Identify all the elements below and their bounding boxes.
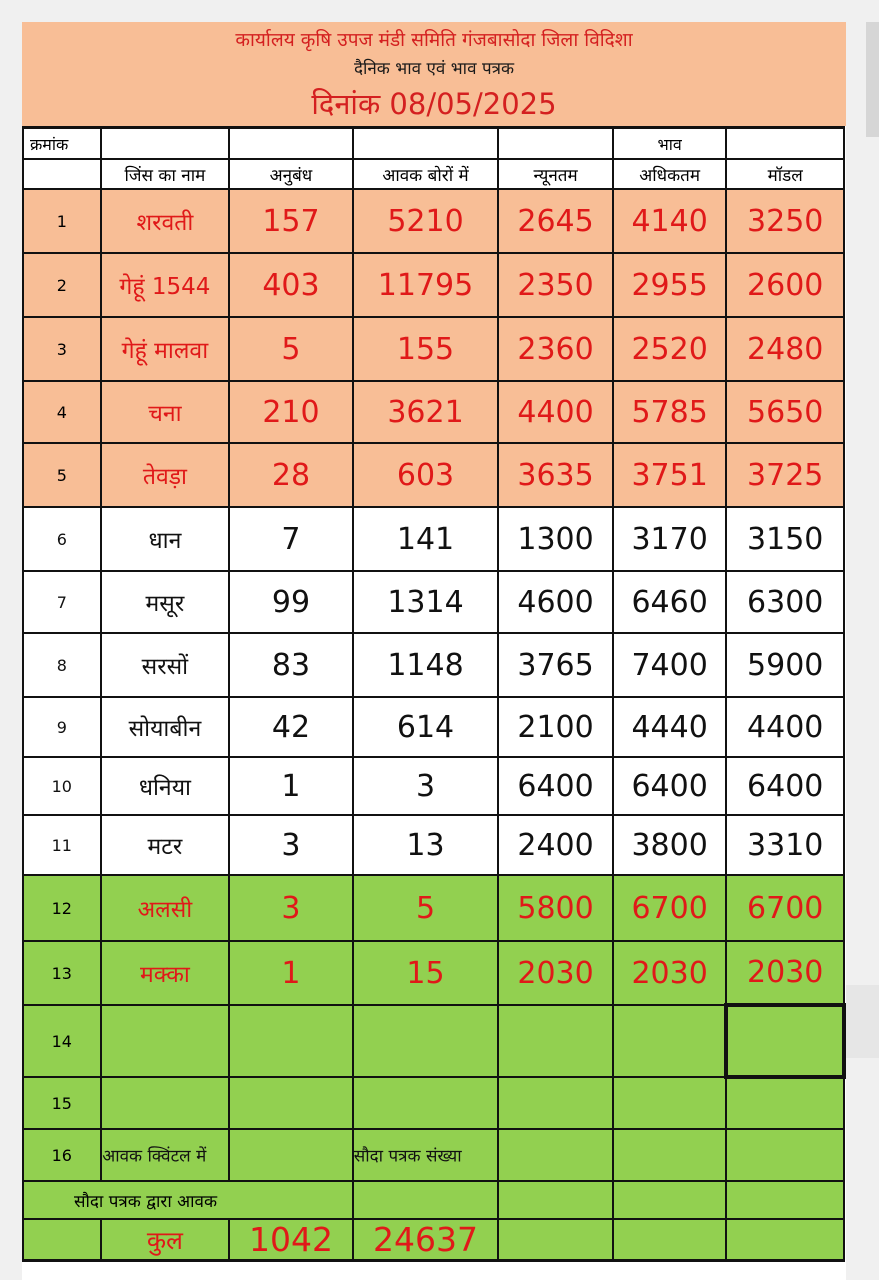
- max-cell: 2520: [613, 317, 727, 381]
- modal-cell: 3150: [726, 507, 844, 571]
- commodity-name: सरसों: [101, 633, 230, 697]
- table-row: [23, 317, 844, 381]
- modal-cell: 2600: [726, 253, 844, 317]
- empty-cell: [229, 1005, 353, 1077]
- table-row: [23, 571, 844, 633]
- deal-slip-arrival-row: [23, 1181, 844, 1219]
- commodity-name: मक्का: [101, 941, 230, 1005]
- col-header-min: न्यूनतम: [498, 159, 613, 189]
- empty-cell: [498, 1005, 613, 1077]
- sheet-header: [22, 22, 846, 126]
- table-row: [23, 815, 844, 875]
- contract-cell: 3: [229, 875, 353, 941]
- serial-cell: 11: [23, 815, 101, 875]
- header-blank: [101, 128, 230, 160]
- max-cell: 3751: [613, 443, 727, 507]
- arrival-cell: 1314: [353, 571, 499, 633]
- max-cell: 4440: [613, 697, 727, 757]
- arrival-cell: 11795: [353, 253, 499, 317]
- empty-cell: [353, 1077, 499, 1129]
- header-row-1: [23, 128, 844, 160]
- contract-cell: 1: [229, 757, 353, 815]
- min-cell: 4600: [498, 571, 613, 633]
- contract-cell: 42: [229, 697, 353, 757]
- deal-slip-arrival-label: सौदा पत्रक द्वारा आवक: [23, 1181, 353, 1219]
- commodity-name: मटर: [101, 815, 230, 875]
- serial-cell: 3: [23, 317, 101, 381]
- empty-cell: [101, 1005, 230, 1077]
- contract-cell: 3: [229, 815, 353, 875]
- empty-cell: [613, 1181, 727, 1219]
- header-row-2: [23, 159, 844, 189]
- empty-row: [23, 1077, 844, 1129]
- empty-cell: [726, 1181, 844, 1219]
- commodity-name: मसूर: [101, 571, 230, 633]
- serial-cell: 10: [23, 757, 101, 815]
- modal-cell: 6400: [726, 757, 844, 815]
- serial-cell: 4: [23, 381, 101, 443]
- serial-cell: 16: [23, 1129, 101, 1181]
- col-header-serial: क्रमांक: [23, 128, 101, 160]
- table-row: [23, 941, 844, 1005]
- commodity-name: अलसी: [101, 875, 230, 941]
- max-cell: 6460: [613, 571, 727, 633]
- arrival-cell: 3: [353, 757, 499, 815]
- total-row: [23, 1219, 844, 1261]
- deal-slip-count-note: सौदा पत्रक संख्या: [353, 1146, 462, 1167]
- min-cell: 2645: [498, 189, 613, 253]
- min-cell: 3635: [498, 443, 613, 507]
- min-cell: 2360: [498, 317, 613, 381]
- modal-cell: 2030: [726, 941, 844, 1005]
- table-row: [23, 381, 844, 443]
- min-cell: 2100: [498, 697, 613, 757]
- background-strip: [866, 22, 879, 137]
- table-row: [23, 443, 844, 507]
- max-cell: 2030: [613, 941, 727, 1005]
- header-blank: [229, 128, 353, 160]
- table-row: [23, 253, 844, 317]
- commodity-name: शरवती: [101, 189, 230, 253]
- arrival-cell: 603: [353, 443, 499, 507]
- sheet-date: दिनांक 08/05/2025: [311, 87, 557, 121]
- modal-cell: 6700: [726, 875, 844, 941]
- max-cell: 4140: [613, 189, 727, 253]
- empty-cell: [726, 1077, 844, 1129]
- office-title: कार्यालय कृषि उपज मंडी समिति गंजबासोदा जिला विदिशा: [235, 29, 633, 51]
- min-cell: 4400: [498, 381, 613, 443]
- empty-cell: [498, 1129, 613, 1181]
- min-cell: 2350: [498, 253, 613, 317]
- modal-cell: 5650: [726, 381, 844, 443]
- contract-cell: 5: [229, 317, 353, 381]
- contract-cell: 403: [229, 253, 353, 317]
- selected-cell[interactable]: [726, 1005, 844, 1077]
- table-row: [23, 697, 844, 757]
- col-header-name: जिंस का नाम: [101, 159, 230, 189]
- modal-cell: 3725: [726, 443, 844, 507]
- empty-cell: [229, 1077, 353, 1129]
- serial-cell: 15: [23, 1077, 101, 1129]
- serial-cell: 2: [23, 253, 101, 317]
- header-blank: [726, 128, 844, 160]
- empty-cell: [726, 1129, 844, 1181]
- serial-cell: 8: [23, 633, 101, 697]
- arrival-cell: 13: [353, 815, 499, 875]
- table-row: [23, 633, 844, 697]
- arrival-cell: 1148: [353, 633, 499, 697]
- table-row: [23, 507, 844, 571]
- contract-cell: 99: [229, 571, 353, 633]
- arrival-cell: 5210: [353, 189, 499, 253]
- empty-cell: [101, 1077, 230, 1129]
- arrival-cell: 141: [353, 507, 499, 571]
- serial-cell: 6: [23, 507, 101, 571]
- min-cell: 3765: [498, 633, 613, 697]
- contract-cell: 28: [229, 443, 353, 507]
- commodity-name: धनिया: [101, 757, 230, 815]
- commodity-name: तेवड़ा: [101, 443, 230, 507]
- modal-cell: 2480: [726, 317, 844, 381]
- empty-cell: [613, 1219, 727, 1261]
- arrival-cell: 3621: [353, 381, 499, 443]
- modal-cell: 4400: [726, 697, 844, 757]
- max-cell: 3170: [613, 507, 727, 571]
- max-cell: 6400: [613, 757, 727, 815]
- total-contract: 1042: [229, 1219, 353, 1261]
- commodity-name: धान: [101, 507, 230, 571]
- min-cell: 2030: [498, 941, 613, 1005]
- serial-cell: 5: [23, 443, 101, 507]
- serial-cell: 12: [23, 875, 101, 941]
- col-header-max: अधिकतम: [613, 159, 727, 189]
- min-cell: 6400: [498, 757, 613, 815]
- commodity-name: चना: [101, 381, 230, 443]
- commodity-name: गेहूं 1544: [101, 253, 230, 317]
- col-header-price-group: भाव: [613, 128, 727, 160]
- max-cell: 6700: [613, 875, 727, 941]
- arrival-quintal-note: आवक क्विंटल में: [102, 1146, 207, 1167]
- min-cell: 1300: [498, 507, 613, 571]
- modal-cell: 3310: [726, 815, 844, 875]
- serial-cell: 13: [23, 941, 101, 1005]
- empty-cell: [498, 1181, 613, 1219]
- col-header-modal: मॉडल: [726, 159, 844, 189]
- empty-cell: [498, 1219, 613, 1261]
- header-blank: [353, 128, 499, 160]
- serial-cell: 9: [23, 697, 101, 757]
- modal-cell: 3250: [726, 189, 844, 253]
- commodity-name: गेहूं मालवा: [101, 317, 230, 381]
- min-cell: 5800: [498, 875, 613, 941]
- note-cell: [102, 1129, 353, 1181]
- mandi-rate-sheet: [22, 22, 846, 1280]
- arrival-cell: 155: [353, 317, 499, 381]
- empty-cell: [613, 1005, 727, 1077]
- summary-note-row: [23, 1129, 844, 1181]
- table-row: [23, 189, 844, 253]
- max-cell: 3800: [613, 815, 727, 875]
- contract-cell: 210: [229, 381, 353, 443]
- header-blank: [498, 128, 613, 160]
- rates-table: [22, 126, 846, 1262]
- contract-cell: 7: [229, 507, 353, 571]
- serial-cell: 14: [23, 1005, 101, 1077]
- table-row: [23, 757, 844, 815]
- header-blank: [23, 159, 101, 189]
- total-label: कुल: [101, 1219, 230, 1261]
- serial-cell: 1: [23, 189, 101, 253]
- contract-cell: 1: [229, 941, 353, 1005]
- table-row: [23, 875, 844, 941]
- col-header-arrival: आवक बोरों में: [353, 159, 499, 189]
- col-header-contract: अनुबंध: [229, 159, 353, 189]
- serial-cell: 7: [23, 571, 101, 633]
- contract-cell: 157: [229, 189, 353, 253]
- commodity-name: सोयाबीन: [101, 697, 230, 757]
- empty-cell: [726, 1219, 844, 1261]
- empty-cell: [613, 1077, 727, 1129]
- max-cell: 5785: [613, 381, 727, 443]
- arrival-cell: 15: [353, 941, 499, 1005]
- arrival-cell: 614: [353, 697, 499, 757]
- sheet-subtitle: दैनिक भाव एवं भाव पत्रक: [353, 59, 515, 79]
- total-arrival: 24637: [353, 1219, 499, 1261]
- empty-cell: [498, 1077, 613, 1129]
- empty-cell: [353, 1181, 499, 1219]
- modal-cell: 5900: [726, 633, 844, 697]
- min-cell: 2400: [498, 815, 613, 875]
- modal-cell: 6300: [726, 571, 844, 633]
- max-cell: 7400: [613, 633, 727, 697]
- arrival-cell: 5: [353, 875, 499, 941]
- contract-cell: 83: [229, 633, 353, 697]
- background-strip: [846, 985, 879, 1058]
- note-cell: [353, 1129, 499, 1181]
- empty-cell: [23, 1219, 101, 1261]
- empty-cell: [353, 1005, 499, 1077]
- empty-row: [23, 1005, 844, 1077]
- max-cell: 2955: [613, 253, 727, 317]
- empty-cell: [613, 1129, 727, 1181]
